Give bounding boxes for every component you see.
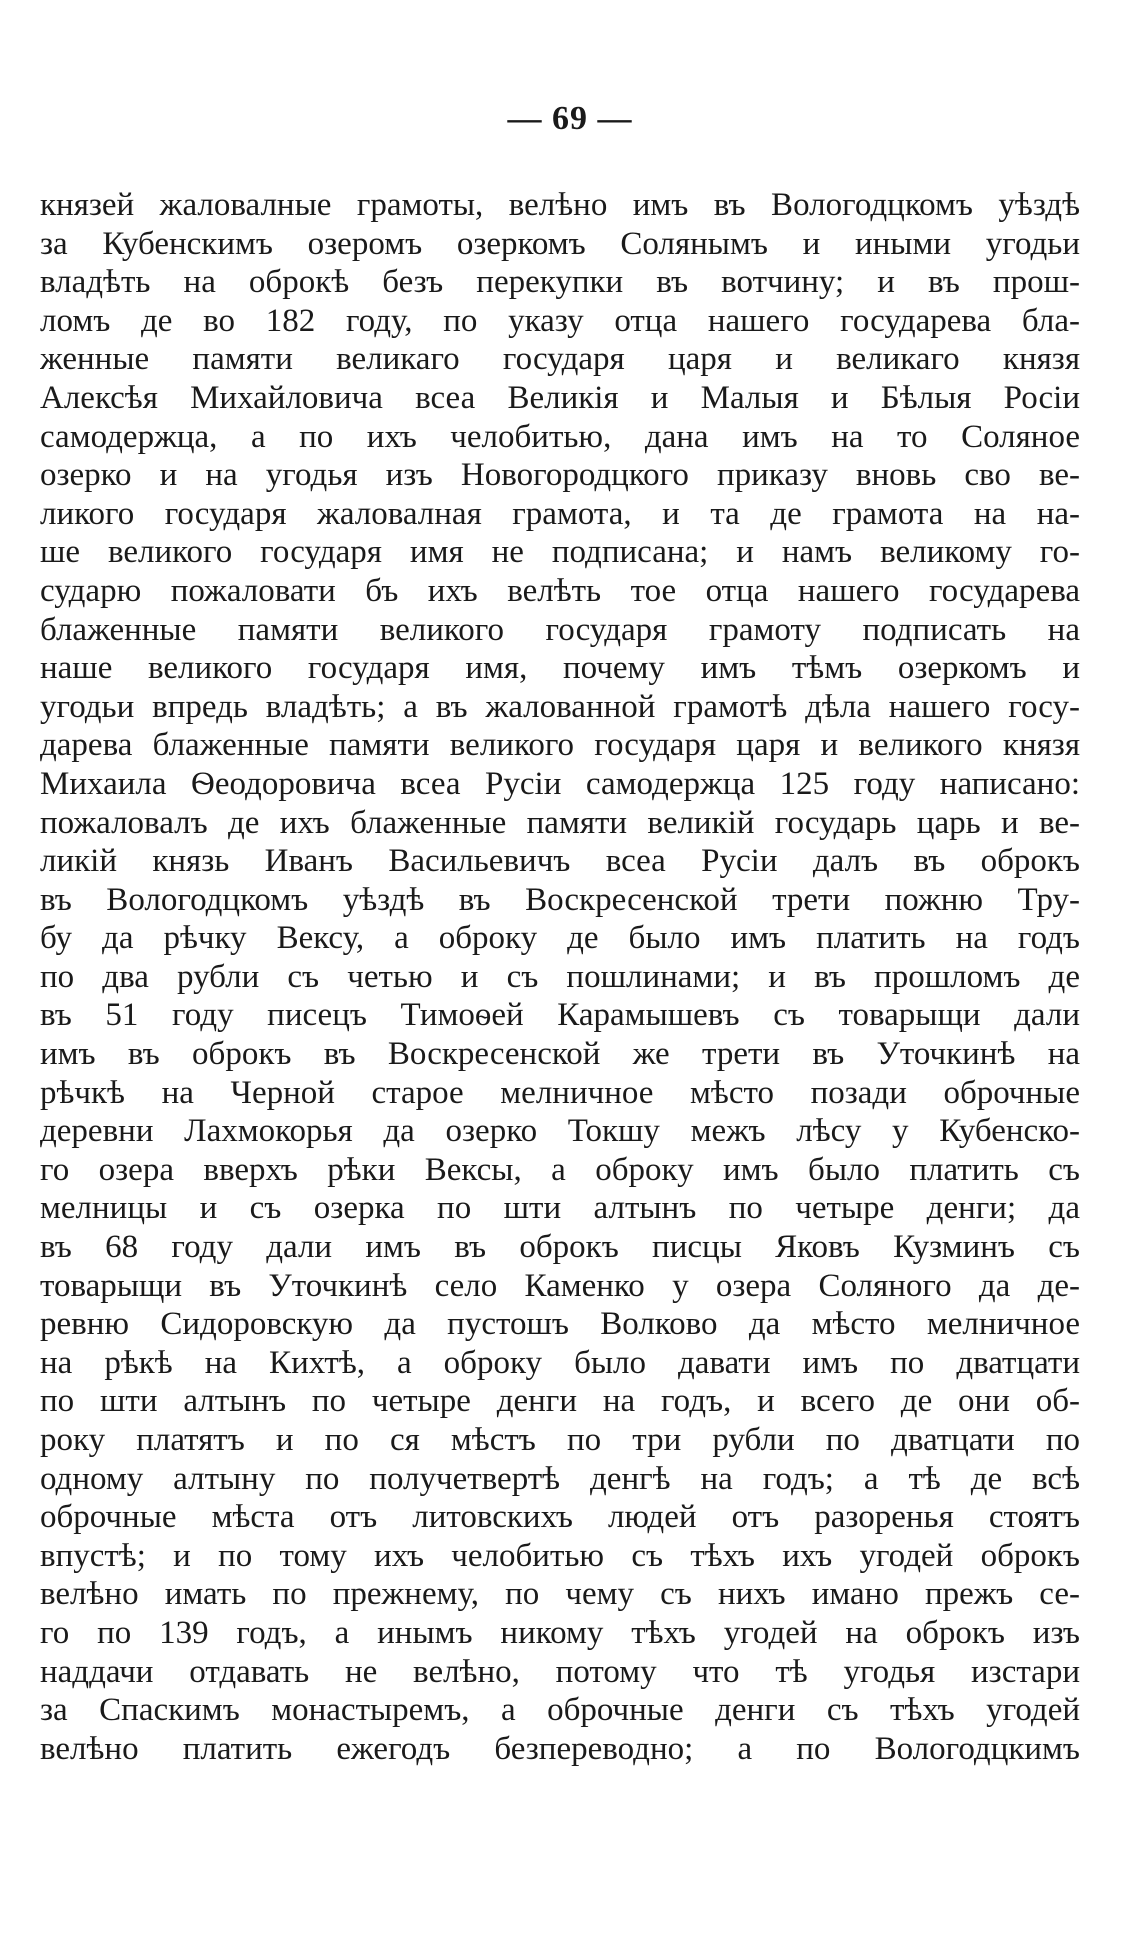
- text-line: по два рубли съ четью и съ пошлинами; и въ прошломъ де: [40, 958, 1080, 995]
- text-line: мелницы и съ озерка по шти алтынъ по четыре денги; да: [40, 1190, 1080, 1227]
- body-text: [40, 186, 1080, 1768]
- text-line: товарыщи въ Уточкинѣ село Каменко у озера Соляного да де-: [40, 1267, 1080, 1304]
- text-line: деревни Лахмокорья да озерко Токшу межъ лѣсу у Кубенско-: [40, 1113, 1080, 1150]
- text-line: бу да рѣчку Вексу, а оброку де было имъ платить на годъ: [40, 920, 1080, 957]
- text-line: го по 139 годъ, а инымъ никому тѣхъ угодей на оброкъ изъ: [40, 1614, 1080, 1651]
- text-line: оброчные мѣста отъ литовскихъ людей отъ разоренья стоятъ: [40, 1499, 1080, 1536]
- text-line: угодьи впредь владѣть; а въ жалованной грамотѣ дѣла нашего госу-: [40, 688, 1080, 725]
- text-line: дарева блаженные памяти великого государя царя и великого князя: [40, 727, 1080, 764]
- text-line: владѣть на оброкѣ безъ перекупки въ вотчину; и въ прош-: [40, 264, 1080, 301]
- text-line: сударю пожаловати бъ ихъ велѣть тое отца нашего государева: [40, 572, 1080, 609]
- text-line: женные памяти великаго государя царя и великаго князя: [40, 341, 1080, 378]
- text-line: ликій князь Иванъ Васильевичъ всеа Русіи далъ въ оброкъ: [40, 843, 1080, 880]
- text-line: ломъ де во 182 году, по указу отца нашего государева бла-: [40, 302, 1080, 339]
- text-line: на рѣкѣ на Кихтѣ, а оброку было давати имъ по дватцати: [40, 1344, 1080, 1381]
- text-line: блаженные памяти великого государя грамоту подписать на: [40, 611, 1080, 648]
- text-line: впустѣ; и по тому ихъ челобитью съ тѣхъ ихъ угодей оброкъ: [40, 1537, 1080, 1574]
- text-line: по шти алтынъ по четыре денги на годъ, и всего де они об-: [40, 1383, 1080, 1420]
- text-line: Алексѣя Михайловича всеа Великія и Малыя и Бѣлыя Росіи: [40, 379, 1080, 416]
- text-line: року платятъ и по ся мѣстъ по три рубли по дватцати по: [40, 1422, 1080, 1458]
- text-line: одному алтыну по получетвертѣ денгѣ на годъ; а тѣ де всѣ: [40, 1460, 1080, 1497]
- text-line: рѣчкѣ на Черной старое мелничное мѣсто позади оброчные: [40, 1074, 1080, 1111]
- text-line: го озера вверхъ рѣки Вексы, а оброку имъ было платить съ: [40, 1151, 1080, 1188]
- text-line: за Спаскимъ монастыремъ, а оброчные денги съ тѣхъ угодей: [40, 1692, 1080, 1729]
- text-line: Михаила Ѳеодоровича всеа Русіи самодержца 125 году написано:: [40, 765, 1080, 802]
- text-line: велѣно имать по прежнему, по чему съ нихъ имано прежъ се-: [40, 1576, 1080, 1613]
- text-line: ревню Сидоровскую да пустошъ Волково да мѣсто мелничное: [40, 1306, 1080, 1343]
- text-line: наше великого государя имя, почему имъ тѣмъ озеркомъ и: [40, 650, 1080, 687]
- text-line: самодержца, а по ихъ челобитью, дана имъ на то Соляное: [40, 418, 1080, 455]
- text-line: велѣно платить ежегодъ безпереводно; а по Вологодцкимъ: [40, 1730, 1080, 1767]
- text-line: ликого государя жаловалная грамота, и та де грамота на на-: [40, 495, 1080, 532]
- text-line: въ Вологодцкомъ уѣздѣ въ Воскресенской трети пожню Тру-: [40, 881, 1080, 918]
- text-line: за Кубенскимъ озеромъ озеркомъ Солянымъ и иными угодьи: [40, 225, 1080, 262]
- page-number: — 69 —: [507, 100, 633, 137]
- text-line: князей жаловалные грамоты, велѣно имъ въ Вологодцкомъ уѣздѣ: [40, 187, 1080, 223]
- text-line: наддачи отдавать не велѣно, потому что тѣ угодья изстари: [40, 1653, 1080, 1690]
- text-line: пожаловалъ де ихъ блаженные памяти великій государь царь и ве-: [40, 804, 1080, 841]
- text-line: въ 68 году дали имъ въ оброкъ писцы Яковъ Кузминъ съ: [40, 1229, 1080, 1266]
- text-line: ше великого государя имя не подписана; и намъ великому го-: [40, 534, 1080, 571]
- text-line: въ 51 году писецъ Тимоѳей Карамышевъ съ товарыщи дали: [40, 997, 1080, 1034]
- text-line: имъ въ оброкъ въ Воскресенской же трети въ Уточкинѣ на: [40, 1036, 1080, 1073]
- text-line: озерко и на угодья изъ Новогородцкого приказу вновь сво ве-: [40, 457, 1080, 494]
